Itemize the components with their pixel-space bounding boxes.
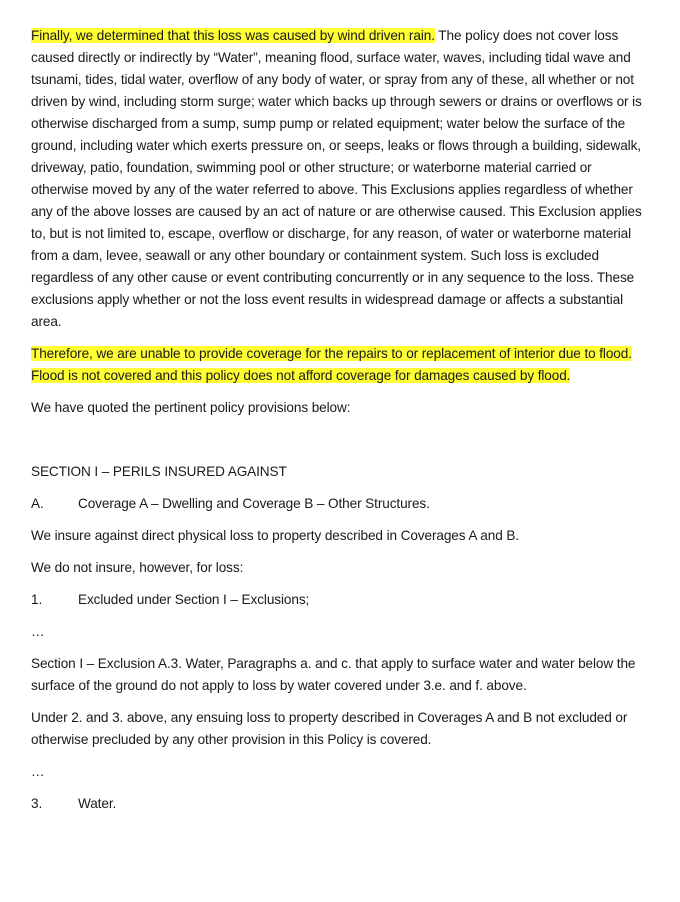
list-item-label: A. xyxy=(31,496,44,511)
highlighted-text-coverage-denial: Therefore, we are unable to provide coverage for the repairs to or replacement of interior due to flood. Flood is not covered and this policy does not afford coverage for damages caused by flood. xyxy=(31,346,632,383)
paragraph-exclusion-a3: Section I – Exclusion A.3. Water, Paragraphs a. and c. that apply to surface water and water below the surface of the ground do not apply to loss by water covered under 3.e. and f. above. xyxy=(31,656,636,693)
list-item-water xyxy=(31,793,642,815)
highlighted-text-wind-driven-rain: Finally, we determined that this loss was caused by wind driven rain. xyxy=(31,28,435,43)
list-item-text: Coverage A – Dwelling and Coverage B – Other Structures. xyxy=(78,496,430,511)
list-item-text: Excluded under Section I – Exclusions; xyxy=(78,592,310,607)
paragraph-loss-determination xyxy=(31,25,642,333)
list-item-coverage-a xyxy=(31,493,642,515)
paragraph-insure-against: We insure against direct physical loss to property described in Coverages A and B. xyxy=(31,528,519,543)
paragraph-water-exclusion-text: The policy does not cover loss caused directly or indirectly by “Water”, meaning flood, surface water, waves, including tidal wave and tsunami, tides, tidal water, overflow of any body of water, or spray from any of these, all whether or not driven by wind, including storm surge; water which backs up through sewers or drains or overflows or is otherwise discharged from a sump, sump pump or related equipment; water below the surface of the ground, including water which exerts pressure on, or seeps, leaks or flows through a building, sidewalk, driveway, patio, foundation, swimming pool or other structure; or waterborne material carried or otherwise moved by any of the water referred to above. This Exclusions applies regardless of whether any of the above losses are caused by an act of nature or are otherwise caused. This Exclusion applies to, but is not limited to, escape, overflow or discharge, for any reason, of water or waterborne material from a dam, levee, seawall or any other boundary or containment system. Such loss is excluded regardless of any other cause or event contributing concurrently or in any sequence to the loss. These exclusions apply whether or not the loss event results in widespread damage or affects a substantial area. xyxy=(31,28,642,329)
ellipsis-separator: … xyxy=(31,764,45,779)
list-item-excluded xyxy=(31,589,642,611)
list-item-label: 3. xyxy=(31,796,43,811)
list-item-text: Water. xyxy=(78,796,117,811)
blank-spacer xyxy=(31,429,642,461)
ellipsis-separator: … xyxy=(31,624,45,639)
paragraph-quoted-provisions-intro: We have quoted the pertinent policy provisions below: xyxy=(31,400,351,415)
section-heading: SECTION I – PERILS INSURED AGAINST xyxy=(31,464,287,479)
list-item-label: 1. xyxy=(31,592,43,607)
paragraph-coverage-denial xyxy=(31,343,642,387)
paragraph-ensuing-loss: Under 2. and 3. above, any ensuing loss to property described in Coverages A and B not excluded or otherwise precluded by any other provision in this Policy is covered. xyxy=(31,710,628,747)
paragraph-do-not-insure: We do not insure, however, for loss: xyxy=(31,560,244,575)
